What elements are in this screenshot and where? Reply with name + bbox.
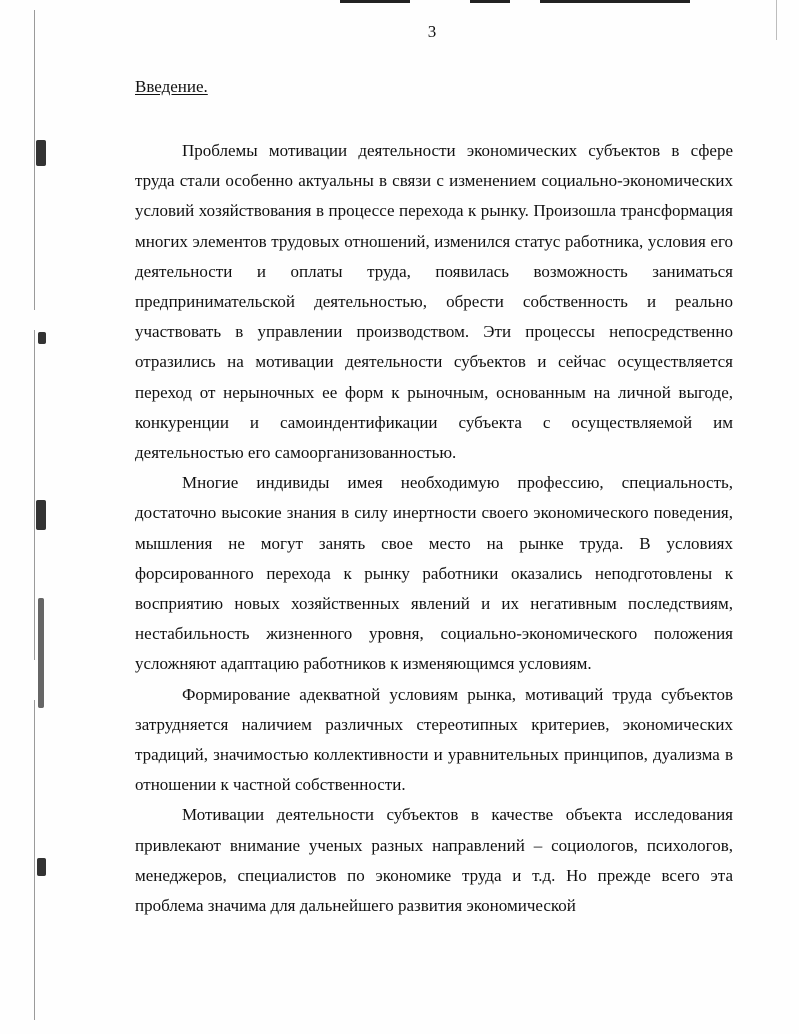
page-number: 3 — [427, 22, 437, 41]
scan-artifact-left-edge-2 — [34, 330, 35, 660]
scan-artifact-top-3 — [540, 0, 690, 3]
scan-artifact-top-2 — [470, 0, 510, 3]
scan-artifact-left-blot-1 — [36, 140, 46, 166]
scan-artifact-left-blot-4 — [38, 598, 44, 708]
scan-artifact-left-blot-2 — [38, 332, 46, 344]
scan-artifact-left-edge-1 — [34, 10, 35, 310]
scan-artifact-left-edge-3 — [34, 700, 35, 1020]
paragraph-1: Проблемы мотивации деятельности экономических субъектов в сфере труда стали особенно актуальны в связи с изменением социально-экономических условий хозяйствования в процессе перехода к рынку. Произошла трансформация многих элементов трудовых отношений, изменился статус работника, условия его деятельности и оплаты труда, появилась возможность заниматься предпринимательской деятельностью, обрести собственность и реально участвовать в управлении производством. Эти процессы непосредственно отразились на мотивации деятельности субъектов и сейчас осуществляется переход от нерыночных ее форм к рыночным, основанным на личной выгоде, конкуренции и самоиндентификации субъекта с осуществляемой им деятельностью его самоорганизованностью. — [135, 141, 733, 463]
paragraph-2: Многие индивиды имея необходимую профессию, специальность, достаточно высокие знания в силу инертности своего экономического поведения, мышления не могут занять свое место на рынке труда. В условиях форсированного перехода к рынку работники оказались неподготовлены к восприятию новых хозяйственных явлений и их негативным последствиям, нестабильность жизненного уровня, социально-экономического положения усложняют адаптацию работников к изменяющимся условиям. — [135, 473, 733, 674]
scan-artifact-left-blot-3 — [36, 500, 46, 530]
scan-artifact-left-blot-5 — [37, 858, 46, 876]
paragraph-3: Формирование адекватной условиям рынка, мотиваций труда субъектов затрудняется наличием различных стереотипных критериев, экономических традиций, значимостью коллективности и уравнительных принципов, дуализма в отношении к частной собственности. — [135, 684, 733, 795]
section-heading: Введение. — [135, 77, 208, 96]
paragraph-4: Мотивации деятельности субъектов в качестве объекта исследования привлекают внимание ученых разных направлений – социологов, психологов, менеджеров, специалистов по экономике труда и т.д. Но прежде всего эта проблема значима для дальнейшего развития экономической — [135, 805, 733, 916]
body-text — [135, 136, 733, 921]
scan-artifact-top-1 — [340, 0, 410, 3]
